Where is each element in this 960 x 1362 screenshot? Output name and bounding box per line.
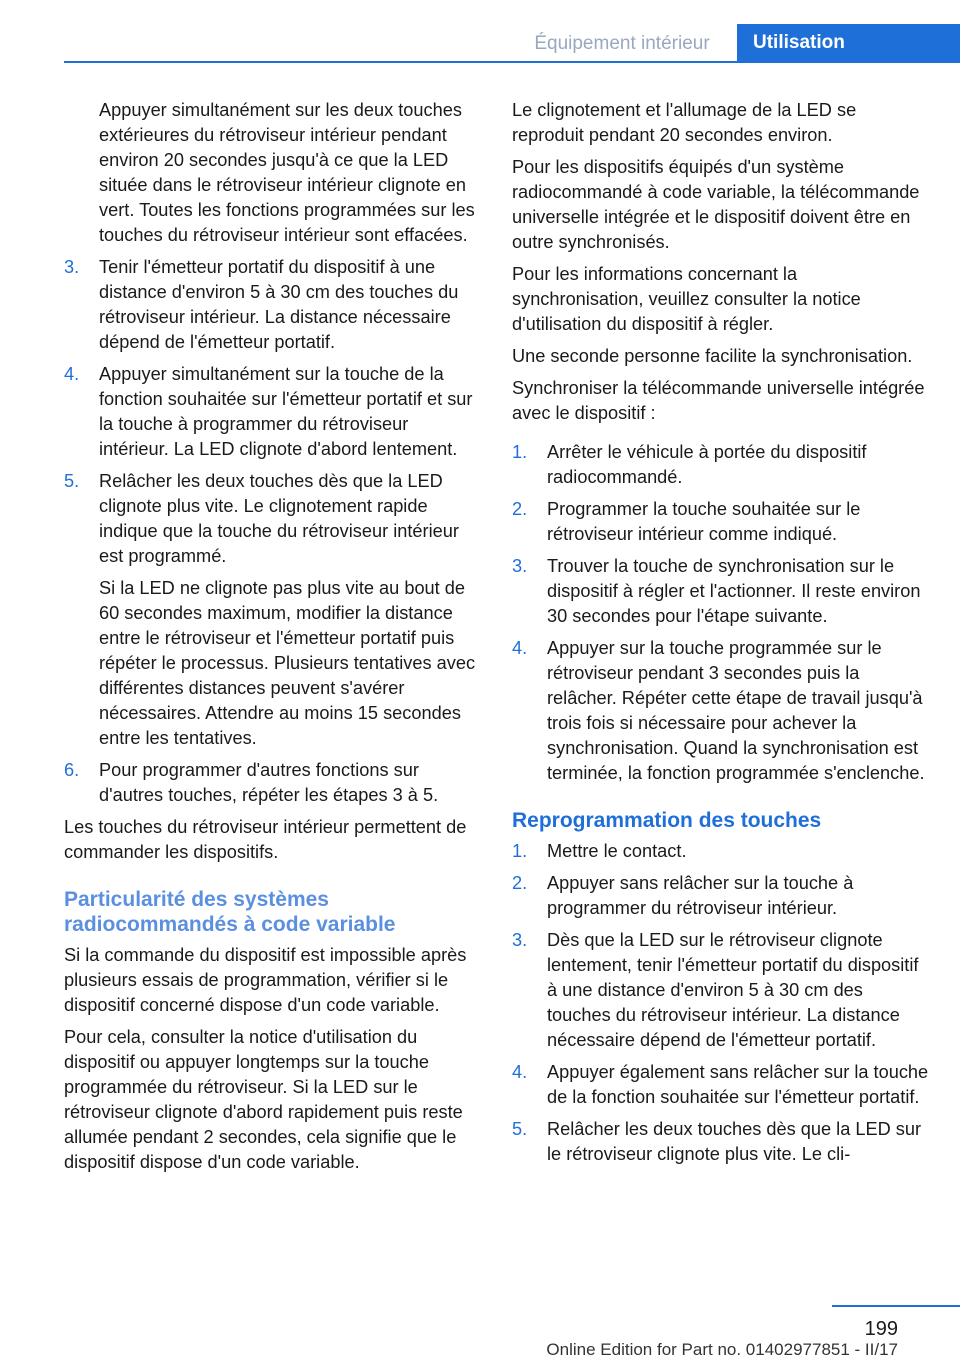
step-text: Arrêter le véhicule à portée du dispositif radiocommandé.: [547, 442, 867, 487]
page-header: [0, 0, 960, 62]
paragraph: Une seconde personne facilite la synchronisation.: [512, 346, 913, 366]
reprog-step-1: [512, 839, 930, 864]
step-number: 5.: [64, 471, 80, 491]
paragraph: Pour les dispositifs équipés d'un système radiocommandé à code variable, la télécommande universelle intégrée et le dispositif doivent être en outre synchronisés.: [512, 157, 920, 252]
step-number: 2.: [512, 873, 528, 893]
step-text: Appuyer sur la touche programmée sur le rétroviseur pendant 3 secondes puis la relâcher. Répéter cette étape de travail jusqu'à trois fois si nécessaire pour achever la synchronisation. Quand la synchronisation est terminée, la fonction programmée s'enclenche.: [547, 638, 925, 783]
page-number: 199: [864, 1318, 898, 1340]
sync-step-2: [512, 497, 930, 547]
step-number: 1.: [512, 841, 528, 861]
step-text: Pour programmer d'autres fonctions sur d'autres touches, répéter les étapes 3 à 5.: [99, 760, 439, 805]
step-note: Si la LED ne clignote pas plus vite au bout de 60 secondes maximum, modifier la distance entre le rétroviseur et l'émetteur portatif puis répéter le processus. Plusieurs tentatives avec différentes distances peuvent s'avérer nécessaires. Attendre au moins 15 secondes entre les tentatives.: [99, 578, 476, 748]
step-number: 4.: [512, 1062, 528, 1082]
right-column: [512, 98, 930, 1174]
section-heading: Particularité des systèmes radiocommandés à code variable: [64, 888, 396, 936]
reprog-step-5: [512, 1117, 930, 1167]
step-text: Appuyer également sans relâcher sur la touche de la fonction souhaitée sur l'émetteur portatif.: [547, 1062, 929, 1107]
step-number: 3.: [64, 257, 80, 277]
step-text: Trouver la touche de synchronisation sur le dispositif à régler et l'actionner. Il reste environ 30 secondes pour l'étape suivante.: [547, 556, 921, 626]
reprog-step-4: [512, 1060, 930, 1110]
step-number: 4.: [512, 638, 528, 658]
step-number: 1.: [512, 442, 528, 462]
section-paragraph: Pour cela, consulter la notice d'utilisation du dispositif ou appuyer longtemps sur la touche programmée du rétroviseur. Si la LED sur le rétroviseur clignote d'abord rapidement puis reste allumée pendant 2 secondes, cela signifie que le dispositif dispose d'un code variable.: [64, 1027, 463, 1172]
sync-step-3: [512, 554, 930, 629]
sync-step-1: [512, 440, 930, 490]
step-text: Relâcher les deux touches dès que la LED sur le rétroviseur clignote plus vite. Le cli-: [547, 1119, 922, 1164]
step-text: Mettre le contact.: [547, 841, 687, 861]
paragraph: Le clignotement et l'allumage de la LED se reproduit pendant 20 secondes environ.: [512, 100, 857, 145]
section-paragraph: Si la commande du dispositif est impossible après plusieurs essais de programmation, vérifier si le dispositif concerné dispose d'un code variable.: [64, 945, 467, 1015]
step-3: [64, 255, 482, 355]
section-heading: Reprogrammation des touches: [512, 809, 822, 832]
header-divider: [64, 61, 960, 63]
step-number: 2.: [512, 499, 528, 519]
intro-paragraph: Appuyer simultanément sur les deux touches extérieures du rétroviseur intérieur pendant environ 20 secondes jusqu'à ce que la LED située dans le rétroviseur intérieur clignote en vert. Toutes les fonctions programmées sur les touches du rétroviseur intérieur sont effacées.: [99, 100, 475, 245]
closing-paragraph: Les touches du rétroviseur intérieur permettent de commander les dispositifs.: [64, 817, 467, 862]
step-text: Relâcher les deux touches dès que la LED clignote plus vite. Le clignotement rapide indique que la touche du rétroviseur intérieur est programmé.: [99, 471, 459, 566]
active-tab: Utilisation: [737, 24, 960, 62]
step-text: Programmer la touche souhaitée sur le rétroviseur intérieur comme indiqué.: [547, 499, 861, 544]
step-number: 5.: [512, 1119, 528, 1139]
section-tab: Équipement intérieur: [534, 33, 710, 54]
step-6: [64, 758, 482, 808]
edition-note: Online Edition for Part no. 01402977851 - II/17: [546, 1340, 898, 1359]
step-text: Appuyer sans relâcher sur la touche à programmer du rétroviseur intérieur.: [547, 873, 854, 918]
step-number: 6.: [64, 760, 80, 780]
sync-step-4: [512, 636, 930, 786]
step-text: Appuyer simultanément sur la touche de la fonction souhaitée sur l'émetteur portatif et sur la touche à programmer du rétroviseur intérieur. La LED clignote d'abord lentement.: [99, 364, 473, 459]
footer-divider: [832, 1305, 960, 1307]
left-column: [64, 98, 482, 1182]
reprog-step-2: [512, 871, 930, 921]
step-number: 3.: [512, 556, 528, 576]
step-4: [64, 362, 482, 462]
reprog-step-3: [512, 928, 930, 1053]
step-number: 3.: [512, 930, 528, 950]
step-number: 4.: [64, 364, 80, 384]
paragraph: Synchroniser la télécommande universelle intégrée avec le dispositif :: [512, 378, 925, 423]
step-text: Dès que la LED sur le rétroviseur clignote lentement, tenir l'émetteur portatif du dispositif à une distance d'environ 5 à 30 cm des touches du rétroviseur intérieur. La distance nécessaire dépend de l'émetteur portatif.: [547, 930, 919, 1050]
step-5: [64, 469, 482, 751]
paragraph: Pour les informations concernant la synchronisation, veuillez consulter la notice d'utilisation du dispositif à régler.: [512, 264, 861, 334]
step-text: Tenir l'émetteur portatif du dispositif à une distance d'environ 5 à 30 cm des touches du rétroviseur intérieur. La distance nécessaire dépend de l'émetteur portatif.: [99, 257, 459, 352]
